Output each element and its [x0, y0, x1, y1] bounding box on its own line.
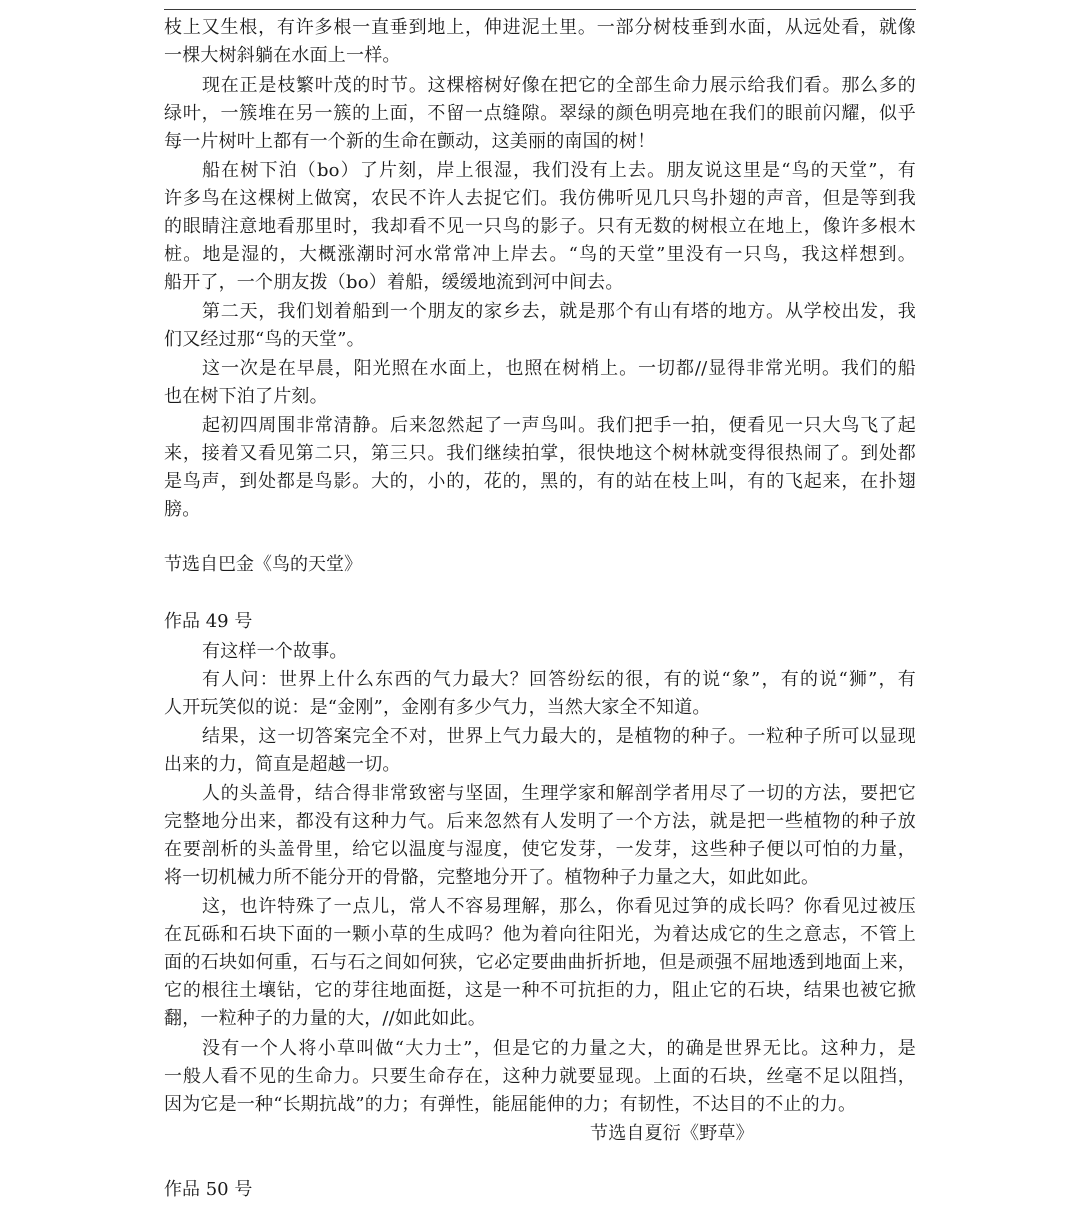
text-line: 有这样一个故事。	[202, 641, 348, 662]
text-line: 有人问：世界上什么东西的气力最大？回答纷纭的很，有的说“象”，有的说“狮”，有	[202, 669, 916, 690]
text-line: 它的根往土壤钻，它的芽往地面挺，这是一种不可抗拒的力，阻止它的石块，结果也被它掀	[164, 980, 916, 1001]
text-line: 许多鸟在这棵树上做窝，农民不许人去捉它们。我仿佛听见几只鸟扑翅的声音，但是等到我	[164, 188, 916, 209]
text-line: 们又经过那“鸟的天堂”。	[164, 329, 365, 350]
text-line: 出来的力，简直是超越一切。	[164, 754, 401, 775]
text-line: 面的石块如何重，石与石之间如何狭，它必定要曲曲折折地，但是顽强不屈地透到地面上来，	[164, 952, 916, 973]
text-line: 这一次是在早晨，阳光照在水面上，也照在树梢上。一切都//显得非常光明。我们的船	[202, 358, 916, 379]
text-line: 第二天，我们划着船到一个朋友的家乡去，就是那个有山有塔的地方。从学校出发，我	[202, 301, 916, 322]
text-line: 完整地分出来，都没有这种力气。后来忽然有人发明了一个方法，就是把一些植物的种子放	[164, 811, 916, 832]
text-line: 的眼睛注意地看那里时，我却看不见一只鸟的影子。只有无数的树根立在地上，像许多根木	[164, 216, 916, 237]
text-line: 在瓦砾和石块下面的一颗小草的生成吗？他为着向往阳光，为着达成它的生之意志，不管上	[164, 924, 916, 945]
work-number-heading: 作品 49 号	[164, 611, 253, 632]
text-line: 没有一个人将小草叫做“大力士”，但是它的力量之大，的确是世界无比。这种力，是	[202, 1038, 916, 1059]
work-number-heading: 作品 50 号	[164, 1179, 253, 1200]
text-line: 因为它是一种“长期抗战”的力；有弹性，能屈能伸的力；有韧性，不达目的不止的力。	[164, 1094, 857, 1115]
text-line: 也在树下泊了片刻。	[164, 386, 328, 407]
text-line: 膀。	[164, 499, 201, 520]
text-line: 枝上又生根，有许多根一直垂到地上，伸进泥土里。一部分树枝垂到水面，从远处看，就像	[164, 17, 916, 38]
source-attribution: 节选自巴金《鸟的天堂》	[164, 554, 362, 575]
text-line: 一般人看不见的生命力。只要生命存在，这种力就要显现。上面的石块，丝毫不足以阻挡，	[164, 1066, 916, 1087]
text-line: 结果，这一切答案完全不对，世界上气力最大的，是植物的种子。一粒种子所可以显现	[202, 726, 916, 747]
text-line: 翻，一粒种子的力量的大，//如此如此。	[164, 1008, 486, 1029]
text-line: 在要剖析的头盖骨里，给它以温度与湿度，使它发芽，一发芽，这些种子便以可怕的力量，	[164, 839, 916, 860]
text-line: 每一片树叶上都有一个新的生命在颤动，这美丽的南国的树！	[164, 131, 656, 152]
text-line: 人的头盖骨，结合得非常致密与坚固，生理学家和解剖学者用尽了一切的方法，要把它	[202, 783, 916, 804]
text-line: 一棵大树斜躺在水面上一样。	[164, 45, 401, 66]
text-line: 这，也许特殊了一点儿，常人不容易理解，那么，你看见过笋的成长吗？你看见过被压	[202, 896, 916, 917]
source-attribution: 节选自夏衍《野草》	[590, 1123, 754, 1144]
text-line: 船开了，一个朋友拨（bo）着船，缓缓地流到河中间去。	[164, 272, 624, 293]
top-rule	[164, 9, 916, 10]
text-line: 来，接着又看见第二只，第三只。我们继续拍掌，很快地这个树林就变得很热闹了。到处都	[164, 443, 916, 464]
text-line: 人开玩笑似的说：是“金刚”，金刚有多少气力，当然大家全不知道。	[164, 697, 711, 718]
text-line: 船在树下泊（bo）了片刻，岸上很湿，我们没有上去。朋友说这里是“鸟的天堂”，有	[202, 160, 916, 181]
text-line: 桩。地是湿的，大概涨潮时河水常常冲上岸去。“鸟的天堂”里没有一只鸟，我这样想到。	[164, 244, 916, 265]
text-line: 现在正是枝繁叶茂的时节。这棵榕树好像在把它的全部生命力展示给我们看。那么多的	[202, 75, 916, 96]
text-line: 是鸟声，到处都是鸟影。大的，小的，花的，黑的，有的站在枝上叫，有的飞起来，在扑翅	[164, 471, 916, 492]
text-line: 将一切机械力所不能分开的骨骼，完整地分开了。植物种子力量之大，如此如此。	[164, 867, 820, 888]
text-line: 绿叶，一簇堆在另一簇的上面，不留一点缝隙。翠绿的颜色明亮地在我们的眼前闪耀，似乎	[164, 103, 916, 124]
text-line: 起初四周围非常清静。后来忽然起了一声鸟叫。我们把手一拍，便看见一只大鸟飞了起	[202, 415, 916, 436]
